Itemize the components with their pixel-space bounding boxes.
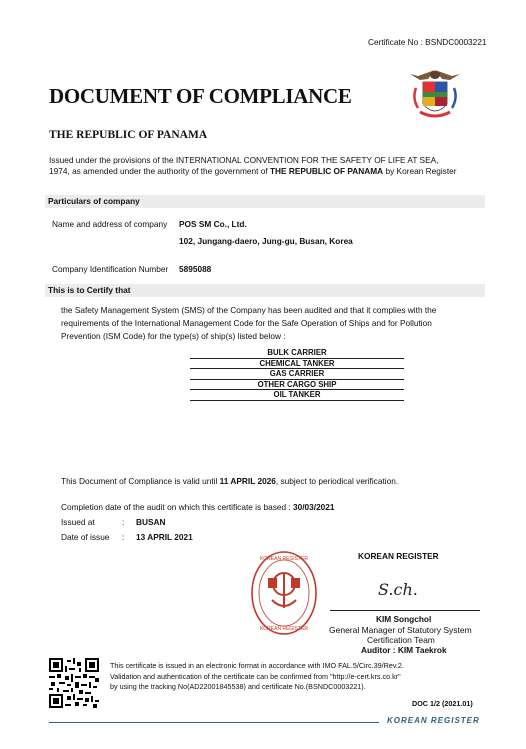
ship-type-item: OIL TANKER [190, 390, 404, 401]
korean-register-seal [250, 550, 318, 636]
electronic-issuance-note [110, 661, 404, 693]
certificate-number: Certificate No : BSNDC0003221 [368, 37, 487, 47]
particulars-bar [45, 195, 485, 208]
certify-bar [45, 284, 485, 297]
company-id-value: 5895088 [179, 264, 212, 274]
certify-line-2: requirements of the International Management Code for the Safe Operation of Ships and for Pollution [61, 318, 432, 328]
korean-register-label: KOREAN REGISTER [358, 551, 439, 561]
company-address: 102, Jungang-daero, Jung-gu, Busan, Korea [179, 236, 353, 246]
issued-under-line-1: Issued under the provisions of the INTERNATIONAL CONVENTION FOR THE SAFETY OF LIFE AT SEA, [49, 155, 439, 165]
footer-line-2[interactable]: Validation and authentication of the certificate can be confirmed from "http://e-cert.krs.co.kr" [110, 671, 401, 681]
issued-under-suffix: by Korean Register [383, 166, 457, 176]
signature: S.ch. [378, 580, 418, 599]
date-of-issue-label: Date of issue [61, 532, 110, 542]
footer-line-3: by using the tracking No(AD22001845538) and certificate No.(BSNDC0003221). [110, 682, 366, 691]
certify-heading: This is to Certify that [48, 285, 131, 295]
certify-line-3: Prevention (ISM Code) for the type(s) of ship(s) listed below : [61, 331, 286, 341]
document-code: DOC 1/2 (2021.01) [412, 699, 473, 708]
issued-at-value: BUSAN [136, 517, 166, 527]
seal-text-top: KOREAN REGISTER [259, 556, 309, 562]
auditor: Auditor : KIM Taekrok [361, 645, 447, 655]
signer-title-1: General Manager of Statutory System [329, 625, 472, 635]
ship-type-item: OTHER CARGO SHIP [190, 380, 404, 391]
footer-line-1: This certificate is issued in an electronic format in accordance with IMO FAL.5/Circ.39/Rev.2. [110, 661, 404, 670]
validity-date: 11 APRIL 2026 [219, 476, 276, 486]
seal-letters: K R [277, 580, 291, 589]
seal-text-bottom: KOREAN REGISTER [259, 626, 309, 632]
signature-line [330, 610, 480, 611]
issued-under-line-2 [49, 166, 457, 177]
ship-types-list [190, 348, 404, 401]
footer-brand: KOREAN REGISTER [387, 716, 480, 725]
validity-statement [61, 476, 398, 487]
document-title: DOCUMENT OF COMPLIANCE [49, 84, 352, 108]
date-of-issue-value: 13 APRIL 2021 [136, 532, 193, 542]
certify-line-1: the Safety Management System (SMS) of the Company has been audited and that it complies with the [61, 305, 437, 315]
completion-date-line [61, 502, 335, 513]
footer-rule [49, 722, 379, 723]
particulars-heading: Particulars of company [48, 196, 140, 206]
ship-type-item: GAS CARRIER [190, 369, 404, 380]
completion-date: 30/03/2021 [293, 502, 335, 512]
completion-label: Completion date of the audit on which this certificate is based : [61, 502, 291, 512]
validity-text: This Document of Compliance is valid until [61, 476, 220, 486]
signer-name: KIM Songchol [376, 614, 432, 624]
ship-type-item: CHEMICAL TANKER [190, 359, 404, 370]
company-id-label: Company Identification Number [52, 264, 169, 274]
panama-coat-of-arms-emblem [404, 66, 466, 124]
signer-title-2: Certification Team [367, 635, 435, 645]
issued-under-text: 1974, as amended under the authority of the government of [49, 166, 270, 176]
ship-type-item: BULK CARRIER [190, 348, 404, 359]
qr-code-icon[interactable] [49, 658, 99, 708]
company-name: POS SM Co., Ltd. [179, 219, 247, 229]
issued-under-authority: THE REPUBLIC OF PANAMA [269, 166, 384, 176]
issued-at-label: Issued at [61, 517, 95, 527]
date-of-issue-colon: : [122, 532, 125, 542]
republic-heading: THE REPUBLIC OF PANAMA [49, 129, 208, 141]
issued-at-colon: : [122, 517, 125, 527]
name-address-label: Name and address of company [52, 219, 168, 229]
validity-suffix: , subject to periodical verification. [275, 476, 399, 486]
